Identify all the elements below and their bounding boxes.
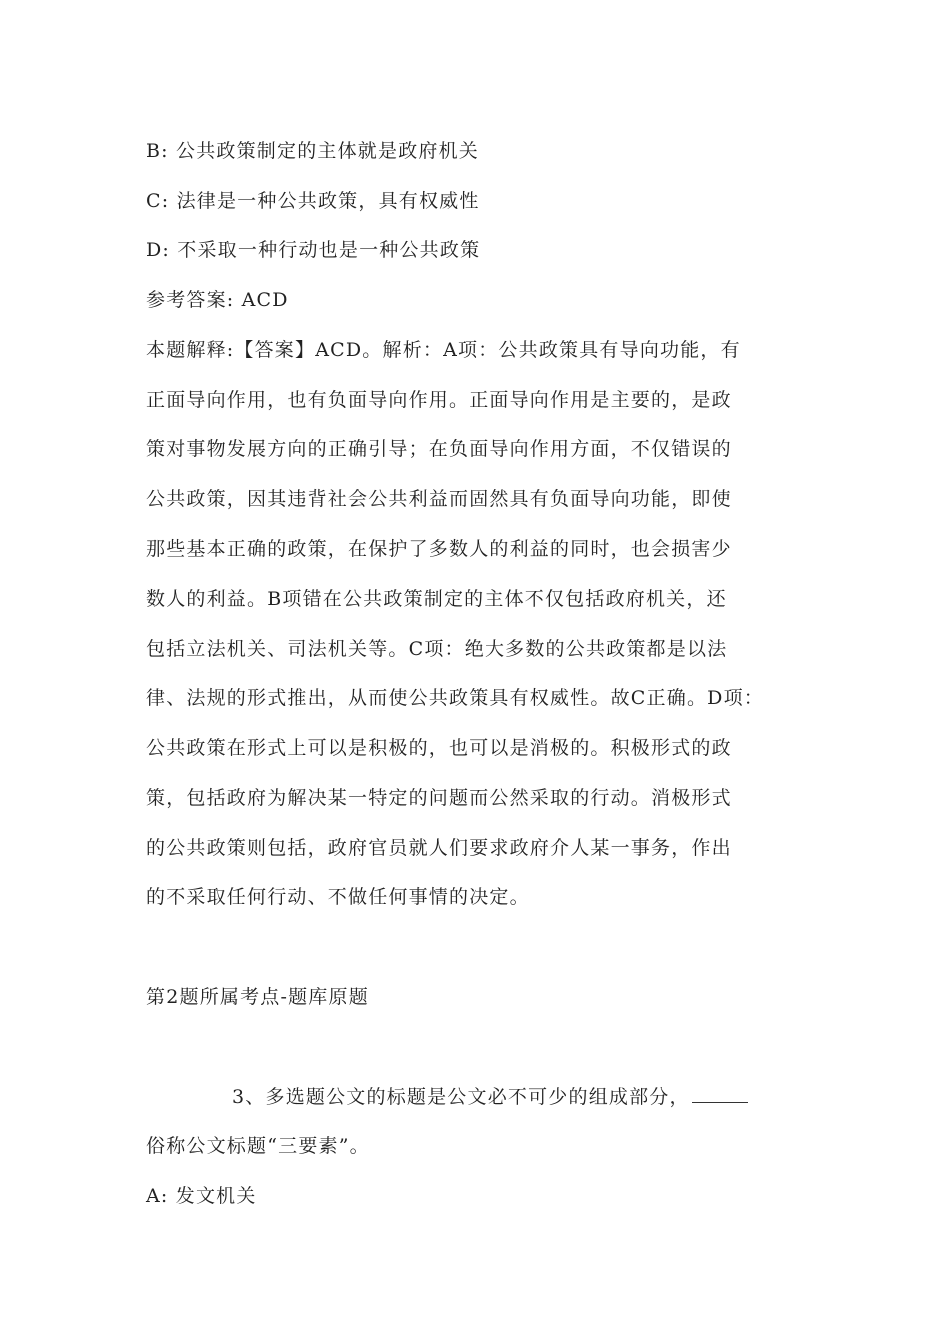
explanation-line: 包括立法机关、司法机关等。C项：绝大多数的公共政策都是以法 [146, 638, 728, 660]
answer-blank [692, 1084, 748, 1103]
explanation-line: 策对事物发展方向的正确引导；在负面导向作用方面，不仅错误的 [146, 438, 732, 460]
explanation-line: 数人的利益。B项错在公共政策制定的主体不仅包括政府机关，还 [146, 588, 727, 610]
explanation-line: 正面导向作用，也有负面导向作用。正面导向作用是主要的，是政 [146, 389, 732, 411]
explanation-line: 公共政策，因其违背社会公共利益而固然具有负面导向功能，即使 [146, 488, 732, 510]
explanation-line: 律、法规的形式推出，从而使公共政策具有权威性。故C正确。D项： [146, 687, 764, 709]
explanation-line: 的公共政策则包括，政府官员就人们要求政府介人某一事务，作出 [146, 837, 732, 859]
option-d: D: 不采取一种行动也是一种公共政策 [146, 239, 481, 261]
option-c: C: 法律是一种公共政策，具有权威性 [146, 190, 480, 212]
explanation-line: 公共政策在形式上可以是积极的，也可以是消极的。积极形式的政 [146, 737, 732, 759]
topic-note: 第2题所属考点-题库原题 [146, 986, 369, 1008]
reference-answer: 参考答案: ACD [146, 289, 289, 311]
explanation-line: 本题解释:【答案】ACD。解析：A项：公共政策具有导向功能，有 [146, 339, 741, 361]
explanation-line: 策，包括政府为解决某一特定的问题而公然采取的行动。消极形式 [146, 787, 732, 809]
option-b: B: 公共政策制定的主体就是政府机关 [146, 140, 480, 162]
question-3-text: 3、多选题公文的标题是公文必不可少的组成部分， [232, 1086, 690, 1108]
explanation-line: 那些基本正确的政策，在保护了多数人的利益的同时，也会损害少 [146, 538, 732, 560]
question-3-stem-cont: 俗称公文标题“三要素”。 [146, 1135, 370, 1157]
question-3-stem [232, 1083, 748, 1111]
question-3-option-a: A: 发文机关 [146, 1185, 257, 1207]
explanation-line: 的不采取任何行动、不做任何事情的决定。 [146, 886, 530, 908]
